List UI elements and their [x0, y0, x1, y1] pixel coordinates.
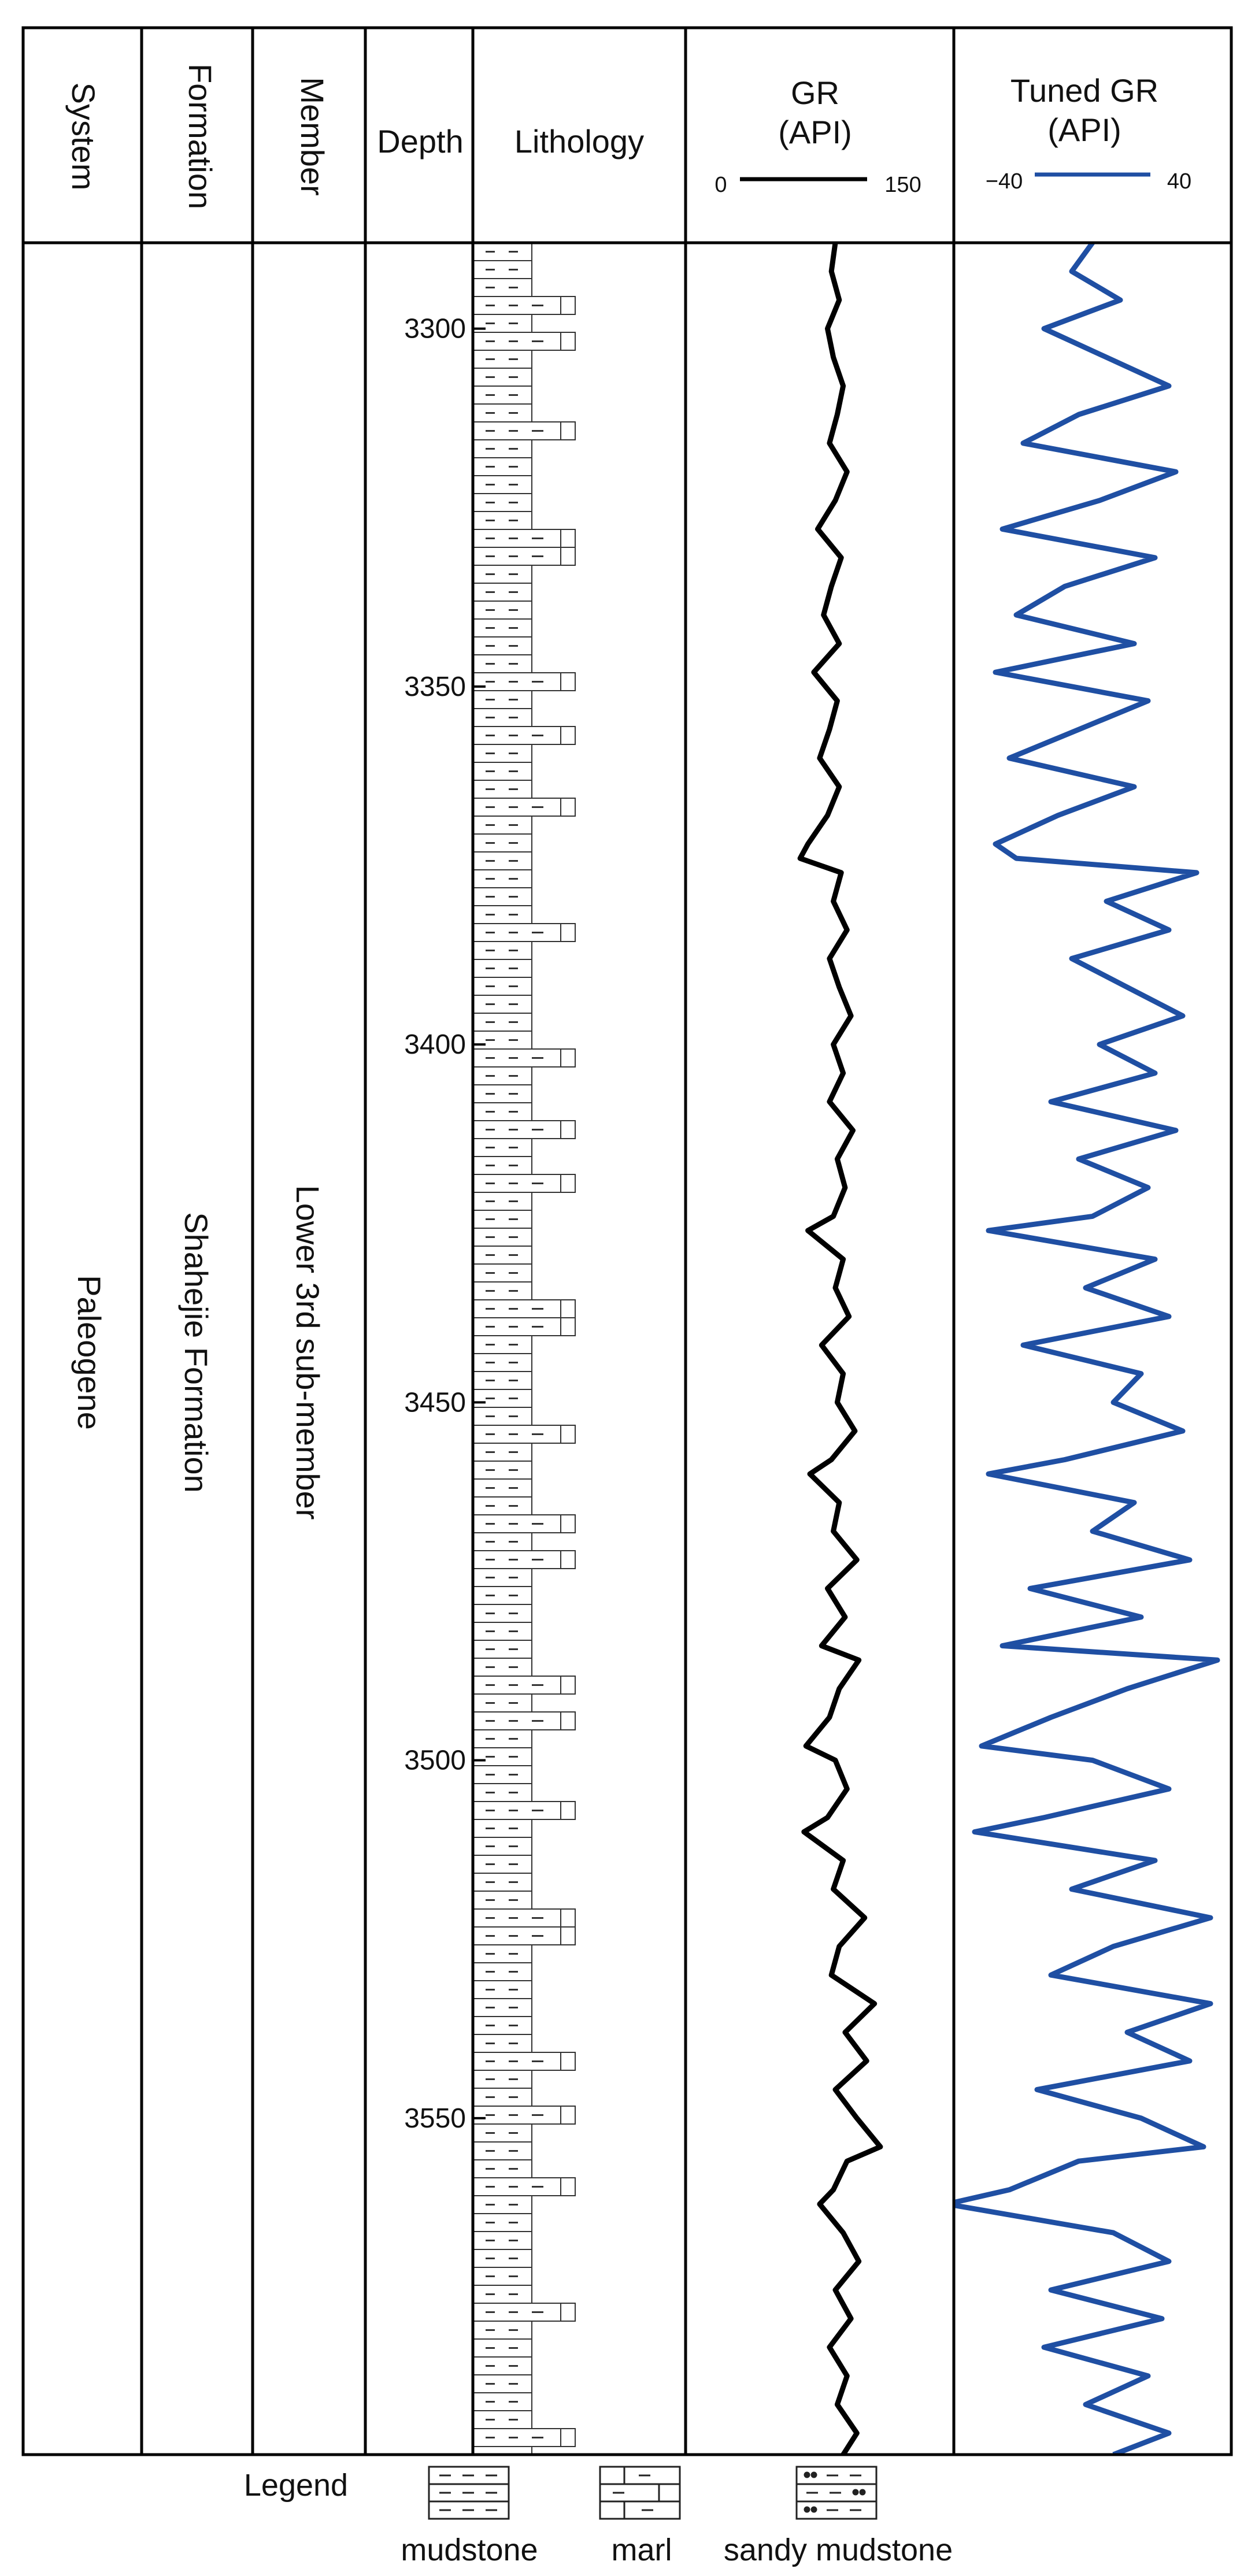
lithology-bed: [473, 350, 532, 368]
lithology-bed: [473, 637, 532, 655]
lithology-bed: [473, 1622, 532, 1640]
lithology-bed: [473, 2196, 532, 2214]
legend-marl-swatch: [600, 2467, 680, 2519]
lithology-bed: [473, 2070, 532, 2088]
lithology-bed: [473, 261, 532, 279]
lithology-bed: [473, 1228, 532, 1246]
lithology-bed: [473, 583, 532, 601]
lithology-bed: [473, 1336, 532, 1354]
lithology-bed: [473, 1479, 532, 1497]
lithology-bed: [473, 1569, 532, 1587]
lithology-bed: [473, 2393, 532, 2411]
legend-marl-label: marl: [611, 2533, 672, 2567]
lithology-bed: [473, 1067, 532, 1085]
header-depth: Depth: [377, 123, 464, 160]
lithology-bed: [473, 1372, 532, 1389]
lithology-bed: [473, 1407, 532, 1425]
lithology-bed: [473, 2088, 532, 2106]
lithology-bed: [473, 2142, 532, 2160]
lithology-bed: [473, 1246, 532, 1264]
lithology-bed: [473, 1873, 532, 1891]
lithology-bed: [473, 2357, 532, 2375]
legend-title: Legend: [243, 2468, 349, 2503]
lithology-bed: [473, 1891, 532, 1909]
lithology-bed: [473, 942, 532, 959]
lithology-bed: [473, 780, 532, 798]
gr-unit: (API): [778, 114, 852, 150]
lithology-bed: [473, 691, 532, 709]
gr-curve: [800, 243, 880, 2455]
formation-shahejie: Shahejie Formation: [178, 1212, 215, 1493]
lithology-bed: [473, 1963, 532, 1981]
tuned-gr-min-label: −40: [985, 169, 1023, 194]
legend-sandy-mudstone-label: sandy mudstone: [723, 2533, 953, 2567]
lithology-bed: [473, 1157, 532, 1174]
lithology-bed: [473, 744, 532, 762]
lithology-bed: [473, 959, 532, 977]
lithology-bed: [473, 2375, 532, 2393]
lithology-bed: [473, 404, 532, 422]
lithology-bed: [473, 1640, 532, 1658]
gr-min-label: 0: [715, 173, 727, 197]
lithology-bed: [473, 2339, 532, 2357]
lithology-bed: [473, 512, 532, 529]
depth-tick-label: 3300: [404, 313, 466, 344]
lithology-bed: [473, 1819, 532, 1837]
lithology-column: [473, 243, 575, 2464]
lithology-bed: [473, 1210, 532, 1228]
depth-tick-label: 3500: [404, 1745, 466, 1776]
lithology-bed: [473, 1604, 532, 1622]
lithology-bed: [473, 2285, 532, 2303]
lithology-bed: [473, 2232, 532, 2249]
lithology-bed: [473, 1748, 532, 1766]
lithology-bed: [473, 1730, 532, 1748]
lithology-bed: [473, 906, 532, 924]
lithology-bed: [473, 655, 532, 673]
lithology-bed: [473, 458, 532, 476]
lithology-bed: [473, 440, 532, 458]
lithology-bed: [473, 368, 532, 386]
lithology-bed: [473, 2214, 532, 2232]
legend-mudstone-label: mudstone: [401, 2533, 538, 2567]
lithology-bed: [473, 1389, 532, 1407]
lithology-bed: [473, 1945, 532, 1963]
lithology-bed: [473, 243, 532, 261]
lithology-bed: [473, 476, 532, 494]
tuned-gr-max-label: 40: [1167, 169, 1192, 194]
gr-max-label: 150: [884, 173, 921, 197]
lithology-bed: [473, 1766, 532, 1784]
legend-sandy-mudstone-swatch: [797, 2467, 876, 2519]
header-member: Member: [294, 77, 331, 196]
lithology-bed: [473, 1282, 532, 1300]
header-system: System: [65, 82, 102, 191]
member-lower-3rd: Lower 3rd sub-member: [290, 1185, 327, 1520]
depth-tick-label: 3450: [404, 1387, 466, 1418]
lithology-bed: [473, 1354, 532, 1372]
lithology-bed: [473, 2124, 532, 2142]
depth-tick-label: 3400: [404, 1029, 466, 1061]
lithology-bed: [473, 1264, 532, 1282]
lithology-bed: [473, 1981, 532, 1999]
header-formation: Formation: [182, 63, 219, 210]
lithology-bed: [473, 619, 532, 637]
lithology-bed: [473, 816, 532, 834]
lithology-bed: [473, 494, 532, 512]
lithology-bed: [473, 834, 532, 852]
lithology-bed: [473, 2017, 532, 2034]
depth-tick-label: 3550: [404, 2103, 466, 2134]
tuned-gr-curve: [947, 243, 1217, 2455]
lithology-bed: [473, 2249, 532, 2267]
header-lithology: Lithology: [514, 123, 645, 160]
lithology-bed: [473, 2411, 532, 2429]
lithology-bed: [473, 1694, 532, 1712]
lithology-bed: [473, 888, 532, 906]
legend-mudstone-swatch: [429, 2467, 509, 2519]
lithology-bed: [473, 1461, 532, 1479]
lithology-bed: [473, 1192, 532, 1210]
lithology-bed: [473, 1533, 532, 1551]
lithology-bed: [473, 995, 532, 1013]
lithology-bed: [473, 977, 532, 995]
lithology-bed: [473, 601, 532, 619]
system-paleogene: Paleogene: [71, 1275, 108, 1430]
lithology-bed: [473, 1013, 532, 1031]
lithology-bed: [473, 2160, 532, 2178]
lithology-bed: [473, 1103, 532, 1121]
lithology-bed: [473, 1658, 532, 1676]
depth-tick-label: 3350: [404, 671, 466, 702]
lithology-bed: [473, 386, 532, 404]
lithology-bed: [473, 1837, 532, 1855]
lithology-bed: [473, 852, 532, 870]
lithology-bed: [473, 1497, 532, 1515]
lithology-bed: [473, 1784, 532, 1802]
lithology-bed: [473, 2267, 532, 2285]
lithology-bed: [473, 1999, 532, 2017]
lithology-bed: [473, 1443, 532, 1461]
tuned-gr-title: Tuned GR: [1010, 72, 1159, 109]
gr-title: GR: [791, 75, 839, 111]
lithology-bed: [473, 870, 532, 888]
lithology-bed: [473, 1085, 532, 1103]
lithology-bed: [473, 1031, 532, 1049]
lithology-bed: [473, 1587, 532, 1604]
lithology-bed: [473, 2321, 532, 2339]
lithology-bed: [473, 565, 532, 583]
lithology-bed: [473, 1855, 532, 1873]
lithology-bed: [473, 279, 532, 296]
tuned-gr-unit: (API): [1047, 112, 1121, 148]
lithology-bed: [473, 709, 532, 727]
lithology-bed: [473, 2034, 532, 2052]
lithology-bed: [473, 1139, 532, 1157]
lithology-bed: [473, 762, 532, 780]
